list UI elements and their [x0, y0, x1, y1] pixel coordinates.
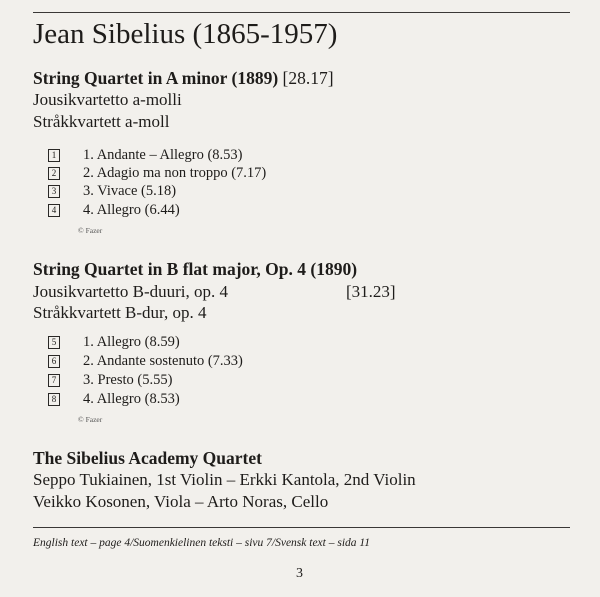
track-8: 8 4. Allegro (8.53)	[48, 390, 180, 408]
track-number: 6	[48, 355, 60, 368]
track-2: 2 2. Adagio ma non troppo (7.17)	[48, 164, 266, 182]
track-5: 5 1. Allegro (8.59)	[48, 333, 180, 351]
track-number: 7	[48, 374, 60, 387]
composer-title: Jean Sibelius (1865-1957)	[33, 18, 338, 50]
track-number: 5	[48, 336, 60, 349]
track-number: 3	[48, 185, 60, 198]
track-3: 3 3. Vivace (5.18)	[48, 182, 176, 200]
work-2-duration: [31.23]	[346, 282, 396, 301]
work-2-finnish: Jousikvartetto B-duuri, op. 4	[33, 282, 229, 301]
performers-line-1: Seppo Tukiainen, 1st Violin – Erkki Kantola, 2nd Violin	[33, 470, 416, 489]
work-1-finnish: Jousikvartetto a-molli	[33, 90, 182, 109]
footer-note: English text – page 4/Suomenkielinen teksti – sivu 7/Svensk text – sida 11	[33, 537, 371, 549]
work-2-title: String Quartet in B flat major, Op. 4 (1890)	[33, 259, 358, 279]
work-2-swedish: Stråkkvartett B-dur, op. 4	[33, 303, 207, 322]
track-7: 7 3. Presto (5.55)	[48, 371, 172, 389]
track-number: 2	[48, 167, 60, 180]
copyright-1: © Fazer	[78, 226, 103, 235]
track-number: 8	[48, 393, 60, 406]
track-number: 4	[48, 204, 60, 217]
track-number: 1	[48, 149, 60, 162]
work-1-title: String Quartet in A minor (1889) [28.17]	[33, 68, 334, 88]
copyright-2: © Fazer	[78, 415, 103, 424]
ensemble-name: The Sibelius Academy Quartet	[33, 448, 262, 468]
track-1: 1 1. Andante – Allegro (8.53)	[48, 146, 242, 164]
performers-line-2: Veikko Kosonen, Viola – Arto Noras, Cello	[33, 492, 329, 511]
bottom-rule	[33, 527, 570, 528]
track-6: 6 2. Andante sostenuto (7.33)	[48, 352, 243, 370]
page-number: 3	[296, 566, 303, 581]
top-rule	[33, 12, 570, 13]
track-4: 4 4. Allegro (6.44)	[48, 201, 180, 219]
work-1-swedish: Stråkkvartett a-moll	[33, 112, 170, 131]
